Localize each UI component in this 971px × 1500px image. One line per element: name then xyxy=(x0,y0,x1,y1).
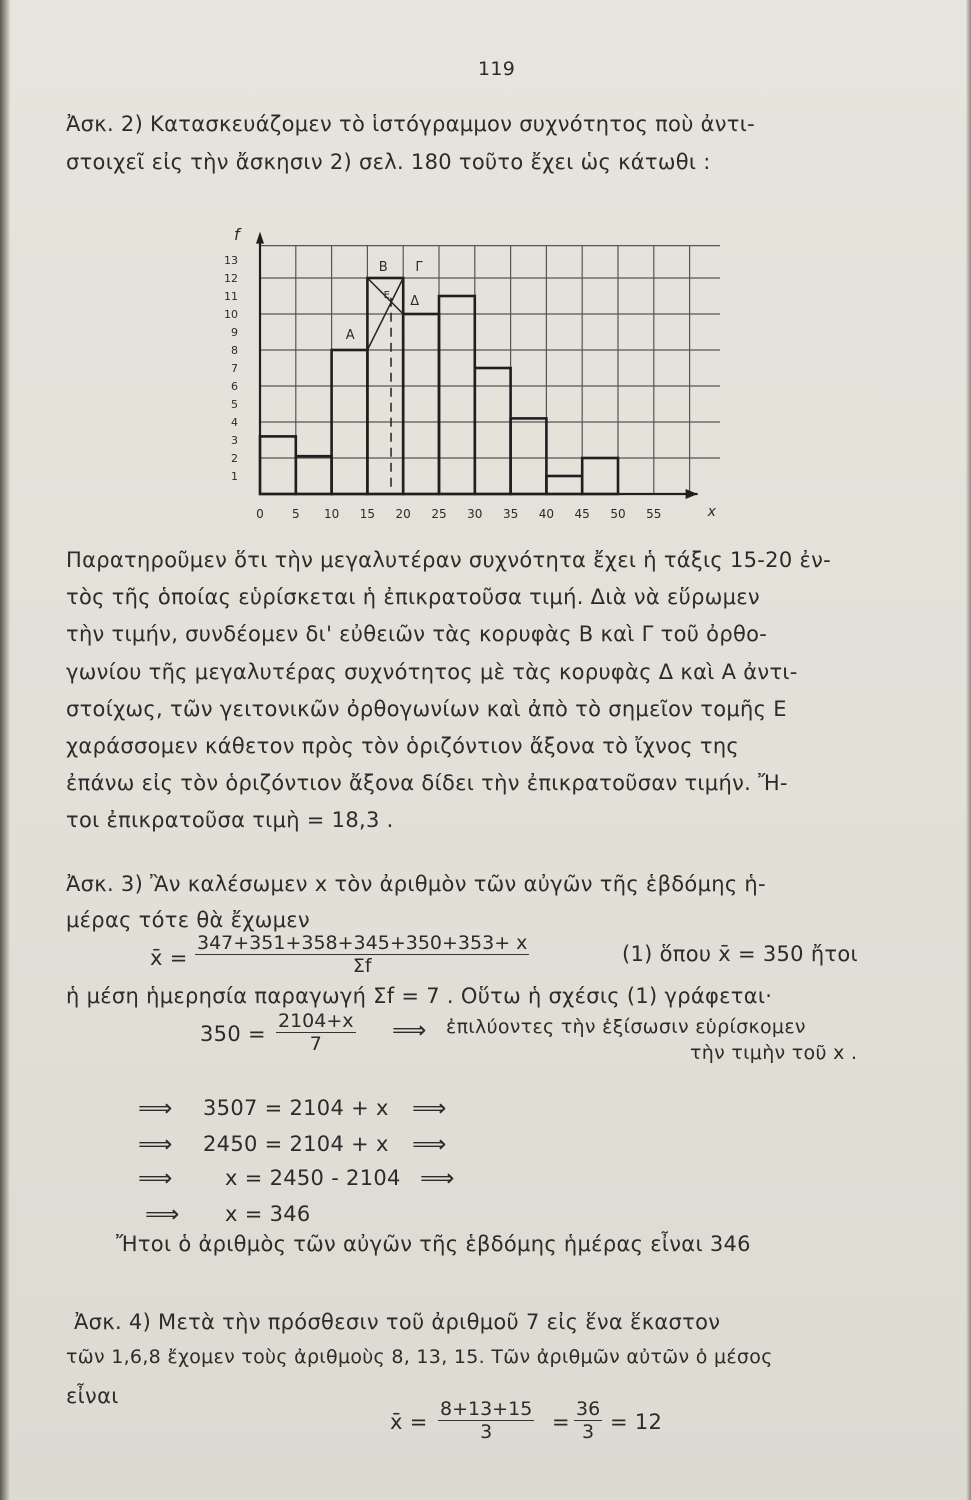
exercise3-eq-numerator: 2104+x xyxy=(278,1010,354,1032)
implies-arrow: ⟹ xyxy=(412,1130,447,1158)
implies-arrow: ⟹ xyxy=(138,1130,173,1158)
exercise2-text-line-7: ἐπάνω εἰς τὸν ὁριζόντιον ἄξονα δίδει τὴν ἐπικρατοῦσαν τιμήν. Ἤ- xyxy=(66,771,788,795)
x-tick-label: 0 xyxy=(256,507,264,521)
exercise3-step-2: 2450 = 2104 + x xyxy=(203,1132,389,1156)
x-tick-label: 45 xyxy=(574,507,590,521)
exercise3-eq-denominator: 7 xyxy=(309,1033,322,1055)
x-tick-label: 5 xyxy=(291,507,300,521)
exercise3-step-1: 3507 = 2104 + x xyxy=(203,1096,389,1120)
x-tick-label: 40 xyxy=(538,507,555,521)
implies-arrow: ⟹ xyxy=(145,1200,180,1228)
histogram-bar xyxy=(296,456,332,494)
y-tick-label: 13 xyxy=(224,254,238,267)
implies-arrow: ⟹ xyxy=(138,1094,173,1122)
x-axis-label: x xyxy=(707,504,716,520)
exercise3-intro-1: Ἀσκ. 3) Ἂν καλέσωμεν x τὸν ἀριθμὸν τῶν αὐγῶν τῆς ἑβδόμης ἡ- xyxy=(66,872,766,896)
exercise4-f1-numerator: 8+13+15 xyxy=(440,1398,533,1420)
y-tick-label: 8 xyxy=(231,344,238,357)
x-tick-label: 50 xyxy=(610,507,626,521)
y-tick-label: 6 xyxy=(231,380,238,393)
exercise3-step-3: x = 2450 - 2104 xyxy=(225,1166,401,1190)
exercise4-result: = 12 xyxy=(610,1410,663,1434)
exercise2-line-1: Ἀσκ. 2) Κατασκευάζομεν τὸ ἱστόγραμμον συχνότητος ποὺ ἀντι- xyxy=(66,112,756,136)
implies-arrow: ⟹ xyxy=(392,1016,427,1044)
exercise3-intro-2: μέρας τότε θὰ ἔχωμεν xyxy=(66,908,310,932)
y-tick-label: 3 xyxy=(231,434,238,447)
y-tick-label: 9 xyxy=(231,326,238,339)
point-label-e: E xyxy=(383,289,390,301)
point-label-b: B xyxy=(378,259,388,275)
exercise4-equals: = xyxy=(552,1410,570,1434)
histogram-bar xyxy=(260,436,296,494)
histogram-bar xyxy=(546,476,582,494)
histogram-bar xyxy=(475,368,511,494)
histogram-bar xyxy=(582,458,618,494)
exercise2-text-line-2: τὸς τῆς ὁποίας εὑρίσκεται ἡ ἐπικρατοῦσα τιμή. Διὰ νὰ εὕρωμεν xyxy=(66,585,760,609)
page-number: 119 xyxy=(478,58,516,80)
y-tick-label: 11 xyxy=(224,290,238,303)
implies-arrow: ⟹ xyxy=(412,1094,447,1122)
y-tick-label: 7 xyxy=(231,362,238,375)
histogram-bar xyxy=(439,296,475,494)
x-tick-label: 35 xyxy=(502,507,519,521)
x-tick-label: 30 xyxy=(467,507,483,521)
exercise2-text-line-1: Παρατηροῦμεν ὅτι τὴν μεγαλυτέραν συχνότητα ἔχει ἡ τάξις 15-20 ἐν- xyxy=(66,548,832,572)
exercise2-text-line-4: γωνίου τῆς μεγαλυτέρας συχνότητος μὲ τὰς κορυφὰς Δ καὶ Α ἀντι- xyxy=(66,660,798,684)
exercise3-fraction-numerator: 347+351+358+345+350+353+ x xyxy=(197,932,528,954)
x-tick-label: 15 xyxy=(359,507,376,521)
y-axis-label: f xyxy=(234,225,240,244)
x-tick-label: 10 xyxy=(323,507,340,521)
exercise4-f2-numerator: 36 xyxy=(576,1398,601,1420)
exercise3-formula-note: (1) ὅπου x̄ = 350 ἤτοι xyxy=(622,942,858,966)
y-tick-label: 2 xyxy=(231,452,238,465)
page-edge xyxy=(966,0,971,1500)
binding-shadow xyxy=(0,0,10,1500)
x-tick-label: 25 xyxy=(431,507,447,521)
y-tick-label: 5 xyxy=(231,398,238,411)
exercise3-solve-text: ἐπιλύοντες τὴν ἐξίσωσιν εὑρίσκομεν xyxy=(446,1016,806,1038)
x-tick-label: 20 xyxy=(395,507,411,521)
exercise4-xbar: x̄ = xyxy=(390,1410,428,1434)
exercise4-line-2: τῶν 1,6,8 ἔχομεν τοὺς ἀριθμοὺς 8, 13, 15. Τῶν ἀριθμῶν αὐτῶν ὁ μέσος xyxy=(66,1346,773,1368)
exercise3-step-4: x = 346 xyxy=(225,1202,311,1226)
exercise4-f1-denominator: 3 xyxy=(480,1421,493,1443)
implies-arrow: ⟹ xyxy=(420,1164,455,1192)
x-axis-arrow xyxy=(686,489,698,499)
exercise2-text-line-6: χαράσσομεν κάθετον πρὸς τὸν ὁριζόντιον ἄξονα τὸ ἴχνος της xyxy=(66,734,740,758)
exercise4-fraction-1 xyxy=(438,1398,534,1443)
histogram-bar xyxy=(403,314,439,494)
exercise4-f2-denominator: 3 xyxy=(582,1421,595,1443)
y-tick-label: 10 xyxy=(224,308,238,321)
exercise3-main-fraction xyxy=(195,932,529,977)
histogram-chart xyxy=(220,222,720,527)
x-tick-label: 55 xyxy=(646,507,662,521)
exercise3-solve-text-2: τὴν τιμὴν τοῦ x . xyxy=(690,1042,858,1064)
exercise2-text-line-8: τοι ἐπικρατοῦσα τιμὴ = 18,3 . xyxy=(66,808,394,832)
exercise3-line-3: ἡ μέση ἡμερησία παραγωγή Σf = 7 . Οὕτω ἡ σχέσις (1) γράφεται· xyxy=(66,984,773,1008)
y-tick-label: 12 xyxy=(224,272,238,285)
exercise3-equation-fraction xyxy=(276,1010,356,1055)
histogram-bar xyxy=(511,418,547,494)
exercise4-fraction-2 xyxy=(574,1398,602,1443)
y-tick-label: 1 xyxy=(231,470,238,483)
exercise2-text-line-3: τὴν τιμήν, συνδέομεν δι' εὐθειῶν τὰς κορυφὰς Β καὶ Γ τοῦ ὀρθο- xyxy=(66,622,768,646)
exercise3-conclusion: Ἤτοι ὁ ἀριθμὸς τῶν αὐγῶν τῆς ἑβδόμης ἡμέρας εἶναι 346 xyxy=(116,1232,751,1256)
point-label-d: Δ xyxy=(410,294,420,309)
exercise2-line-2: στοιχεῖ εἰς τὴν ἄσκησιν 2) σελ. 180 τοῦτο ἔχει ὡς κάτωθι : xyxy=(66,150,711,174)
y-tick-label: 4 xyxy=(231,416,238,429)
point-label-a: Α xyxy=(345,328,355,344)
exercise3-xbar: x̄ = xyxy=(150,946,188,970)
y-axis-arrow xyxy=(256,232,264,244)
exercise2-text-line-5: στοίχως, τῶν γειτονικῶν ὀρθογωνίων καὶ ἀπὸ τὸ σημεῖον τομῆς Ε xyxy=(66,697,787,721)
exercise4-line-1: Ἀσκ. 4) Μετὰ τὴν πρόσθεσιν τοῦ ἀριθμοῦ 7 εἰς ἕνα ἕκαστον xyxy=(74,1310,721,1334)
exercise3-equation-left: 350 = xyxy=(200,1022,266,1046)
point-label-g: Γ xyxy=(415,259,423,275)
implies-arrow: ⟹ xyxy=(138,1164,173,1192)
exercise3-fraction-denominator: Σf xyxy=(352,955,372,977)
exercise4-line-3: εἶναι xyxy=(66,1384,119,1408)
